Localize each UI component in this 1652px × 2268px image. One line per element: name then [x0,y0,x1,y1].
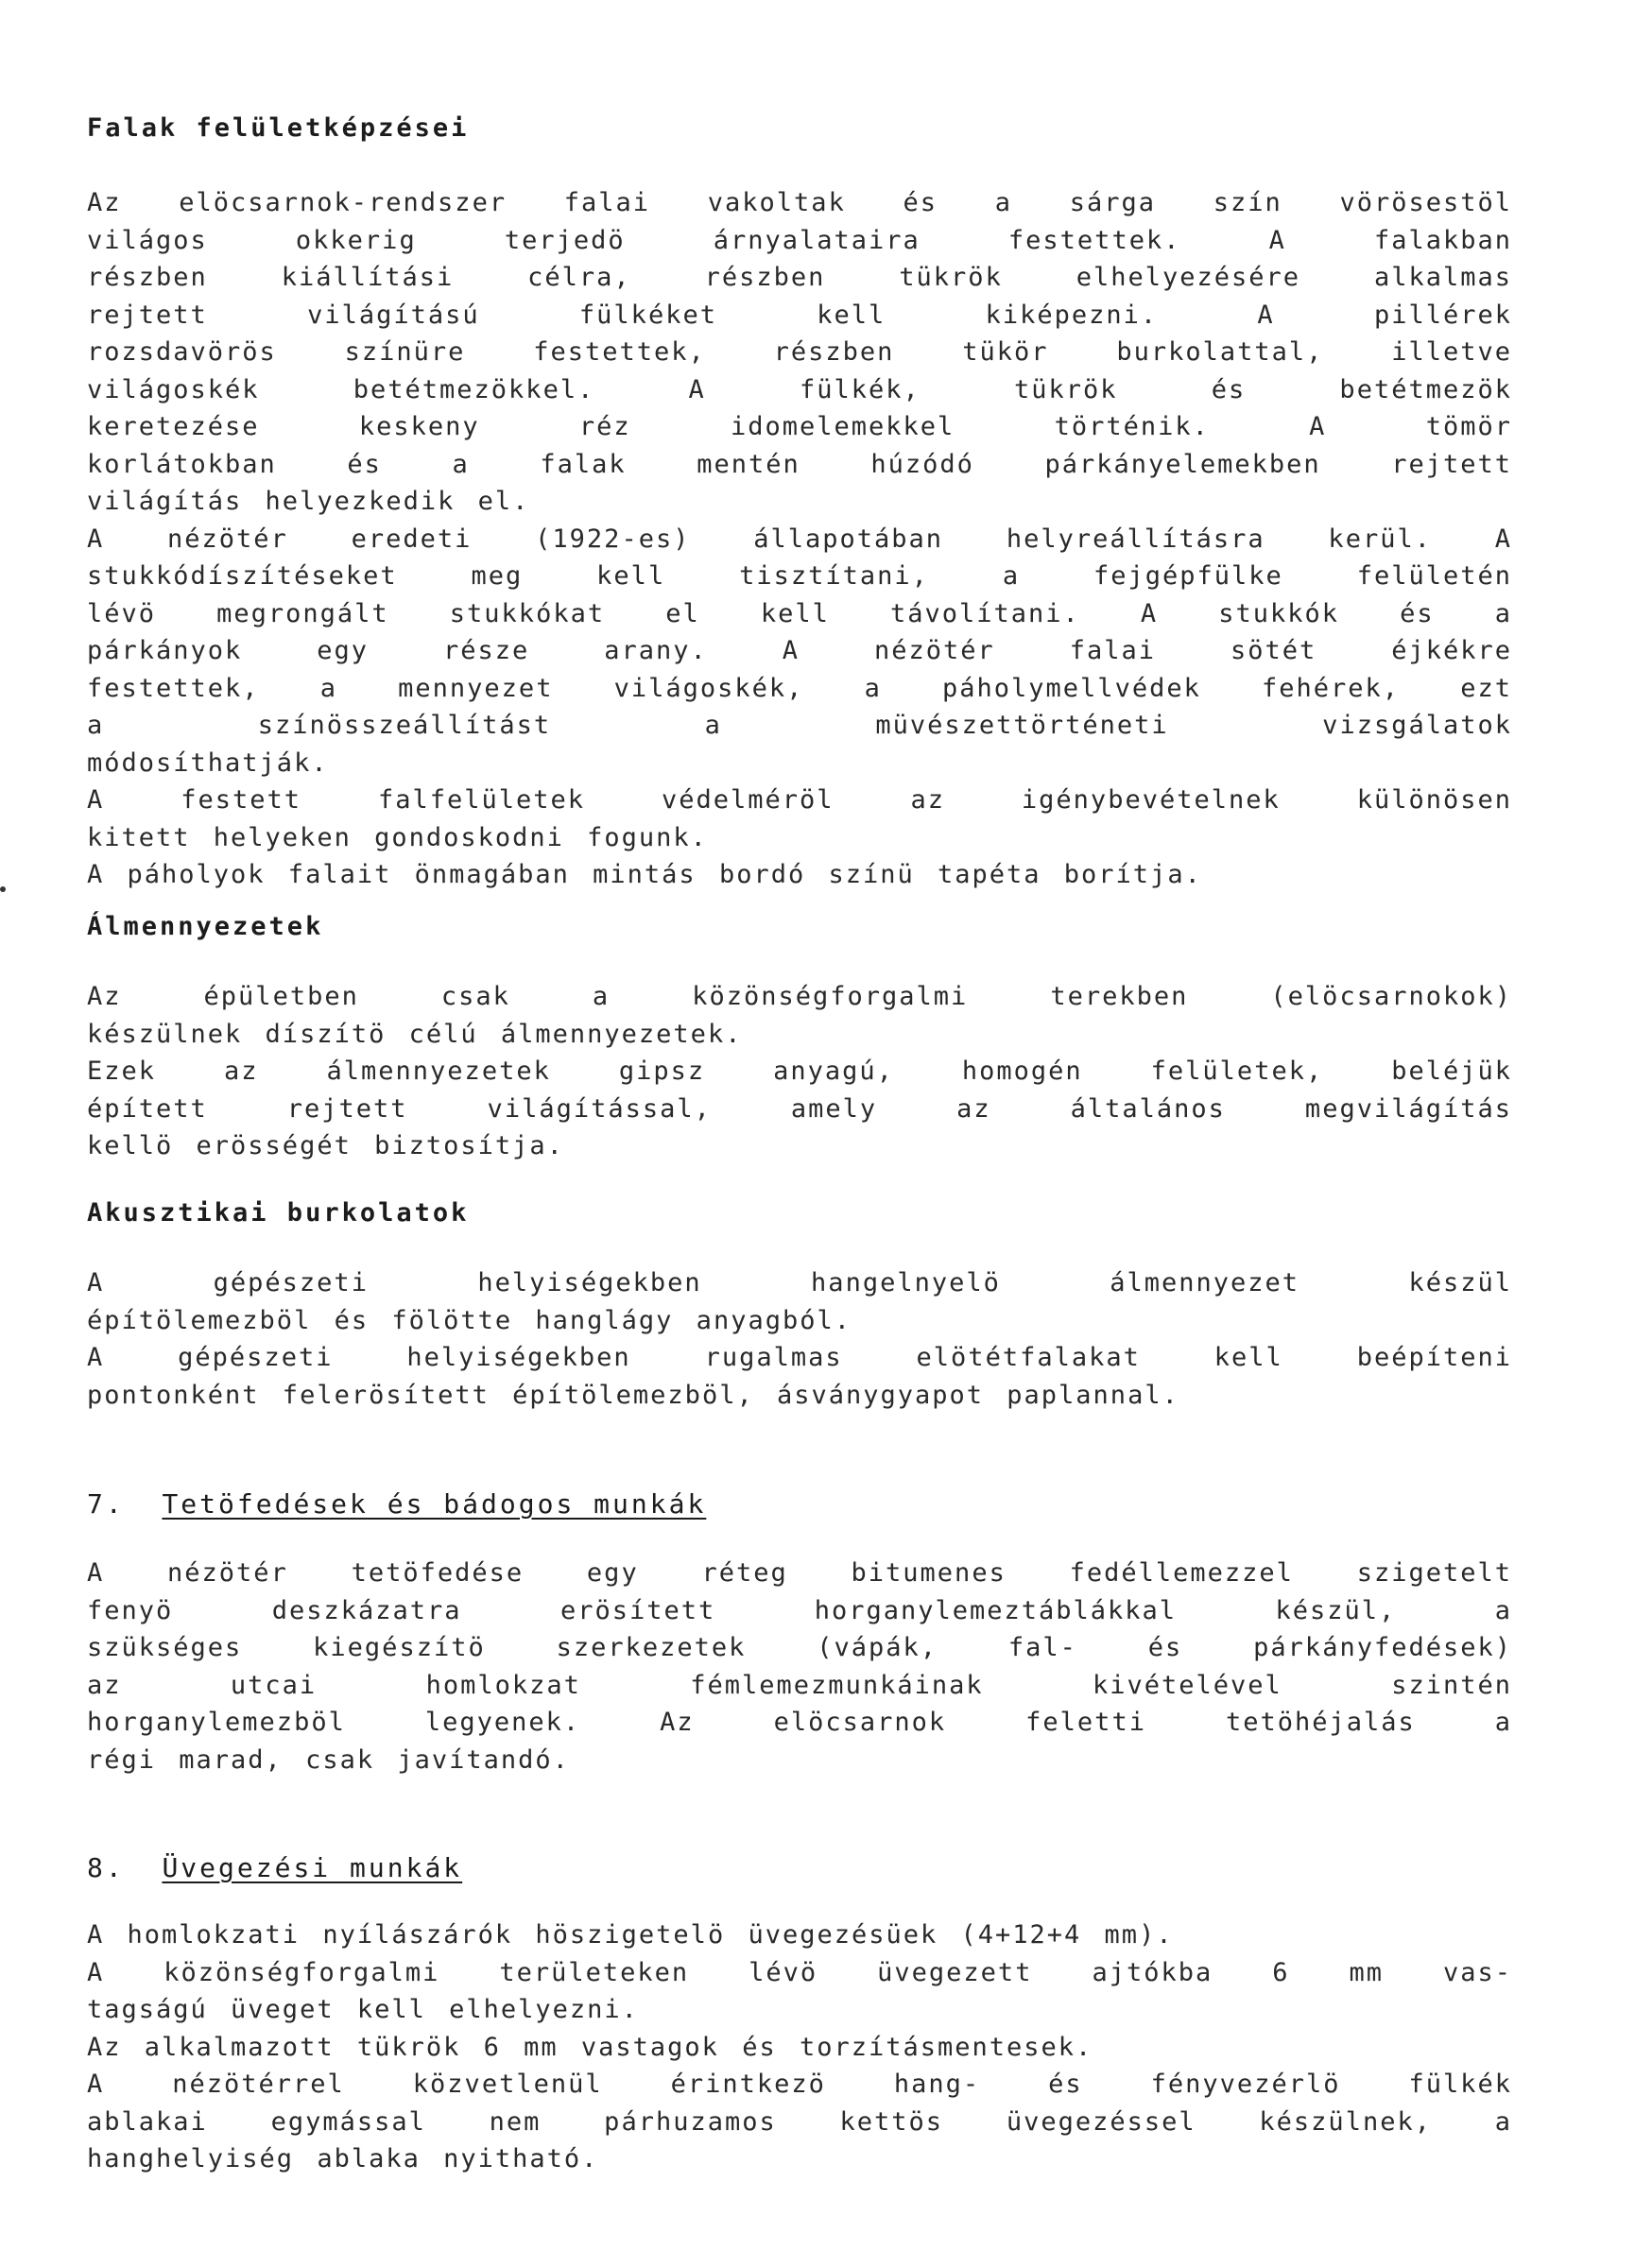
paragraph [87,2029,1512,2067]
paragraph [87,184,1512,521]
section-false-ceilings [87,912,1512,941]
text-line: Ezek az álmennyezetek gipsz anyagú, homogén felületek, beléjük [87,1057,1512,1086]
text-line: Az épületben csak a közönségforgalmi terekben (elöcsarnokok) [87,982,1512,1011]
section-heading: Álmennyezetek [87,912,324,941]
text-line: A gépészeti helyiségekben rugalmas elötétfalakat kell beépíteni [87,1343,1512,1372]
paragraph [87,856,1512,894]
text-line: horganylemezböl legyenek. Az elöcsarnok feletti tetöhéjalás a [87,1708,1512,1737]
section-acoustic [87,1198,1512,1228]
paragraph [87,978,1512,1053]
section-glazing-body [87,1916,1512,2178]
text-line: keretezése keskeny réz idomelemekkel történik. A tömör [87,412,1512,441]
text-line: Az elöcsarnok-rendszer falai vakoltak és a sárga szín vörösestöl [87,188,1512,217]
paragraph [87,1954,1512,2029]
text-line: A gépészeti helyiségekben hangelnyelö álmennyezet készül [87,1268,1512,1297]
text-line: A páholyok falait önmagában mintás bordó színü tapéta borítja. [87,860,1202,889]
text-line: tagságú üveget kell elhelyezni. [87,1995,639,2024]
text-line: A nézötér tetöfedése egy réteg bitumenes fedéllemezzel szigetelt [87,1558,1512,1588]
text-line: készülnek díszítö célú álmennyezetek. [87,1019,743,1049]
text-line: régi marad, csak javítandó. [87,1744,570,1775]
text-line: részben kiállítási célra, részben tükrök elhelyezésére alkalmas [87,263,1512,292]
paragraph [87,1053,1512,1165]
text-line: fenyö deszkázatra erösített horganylemeztáblákkal készül, a [87,1595,1512,1625]
text-line: lévö megrongált stukkókat el kell távolítani. A stukkók és a [87,598,1512,628]
text-line: Az alkalmazott tükrök 6 mm vastagok és torzításmentesek. [87,2032,1093,2062]
section-number: 7. [87,1488,125,1520]
text-line: világoskék betétmezökkel. A fülkék, tükrök és betétmezök [87,374,1512,404]
text-line: rozsdavörös színüre festettek, részben tükör burkolattal, illetve [87,337,1512,367]
margin-mark [0,886,6,892]
text-line: A nézötér eredeti (1922-es) állapotában helyreállításra kerül. A [87,524,1512,554]
text-line: stukkódíszítéseket meg kell tisztítani, a fejgépfülke felületén [87,561,1512,591]
section-walls-body [87,184,1512,894]
paragraph [87,1339,1512,1414]
text-line: épített rejtett világítással, amely az általános megvilágítás [87,1093,1512,1124]
text-line: ablakai egymással nem párhuzamos kettös üvegezéssel készülnek, a [87,2106,1512,2137]
text-line: világos okkerig terjedö árnyalataira festettek. A falakban [87,225,1512,255]
section-walls [87,113,1512,143]
text-line: pontonként felerösített építölemezböl, ásványgyapot paplannal. [87,1380,1179,1410]
section-title: Tetöfedések és bádogos munkák [162,1488,707,1520]
text-line: hanghelyiség ablaka nyitható. [87,2144,599,2174]
text-line: párkányok egy része arany. A nézötér falai sötét éjkékre [87,636,1512,665]
text-line: A festett falfelületek védelméröl az igénybevételnek különösen [87,785,1512,815]
paragraph [87,1264,1512,1339]
text-line: A homlokzati nyílászárók höszigetelö üvegezésüek (4+12+4 mm). [87,1920,1174,1950]
text-line: rejtett világítású fülkéket kell kiképezni. A pillérek [87,300,1512,330]
text-line: a színösszeállítást a müvészettörténeti vizsgálatok [87,711,1512,740]
section-roofing-body [87,1555,1512,1778]
text-line: módosíthatják. [87,747,329,778]
text-line: korlátokban és a falak mentén húzódó párkányelemekben rejtett [87,449,1512,479]
section-false-ceilings-body [87,978,1512,1165]
numbered-heading [87,1488,1512,1520]
paragraph [87,1916,1512,1954]
text-line: kitett helyeken gondoskodni fogunk. [87,822,708,852]
text-line: építölemezböl és fölötte hanglágy anyagból. [87,1305,852,1335]
text-line: szükséges kiegészítö szerkezetek (vápák, fal- és párkányfedések) [87,1633,1512,1662]
paragraph [87,782,1512,856]
section-roofing [87,1488,1512,1520]
section-heading: Akusztikai burkolatok [87,1198,470,1228]
text-line: az utcai homlokzat fémlemezmunkáinak kivételével szintén [87,1670,1512,1700]
text-line: kellö erösségét biztosítja. [87,1131,564,1160]
numbered-heading [87,1852,1512,1883]
section-acoustic-body [87,1264,1512,1414]
paragraph [87,2066,1512,2178]
section-title: Üvegezési munkák [162,1852,463,1883]
text-line: A nézötérrel közvetlenül érintkezö hang- és fényvezérlö fülkék [87,2070,1512,2099]
section-number: 8. [87,1852,125,1883]
section-glazing [87,1852,1512,1883]
paragraph [87,521,1512,782]
paragraph [87,1555,1512,1778]
section-heading: Falak felületképzései [87,113,470,143]
text-line: A közönségforgalmi területeken lévö üvegezett ajtókba 6 mm vas- [87,1957,1512,1987]
text-line: világítás helyezkedik el. [87,487,530,516]
text-line: festettek, a mennyezet világoskék, a páholymellvédek fehérek, ezt [87,673,1512,703]
